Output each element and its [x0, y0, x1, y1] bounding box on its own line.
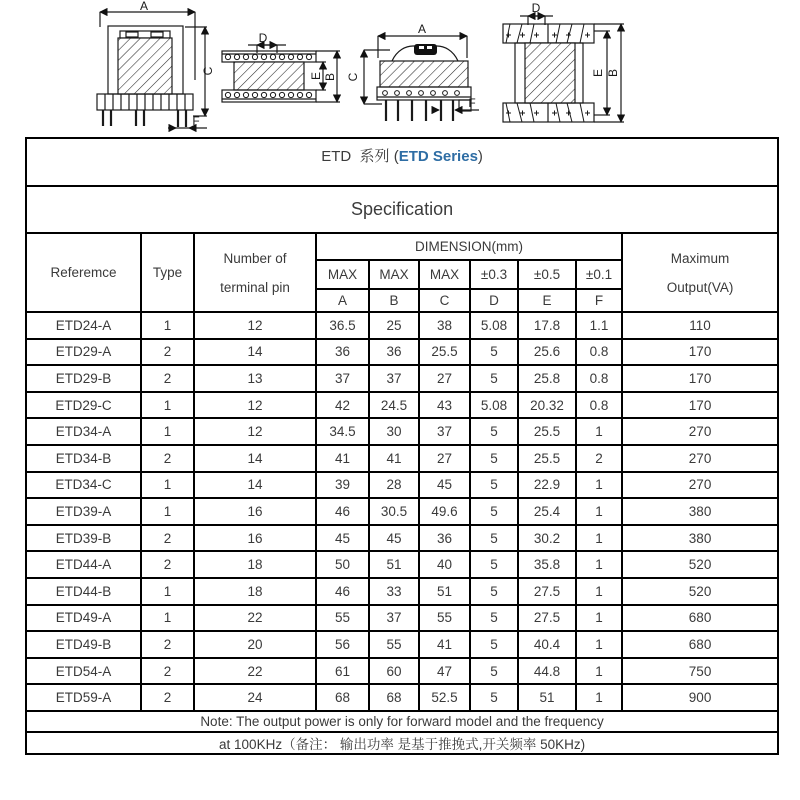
cell-dim-b: 25 [369, 312, 419, 339]
cell-output-va: 520 [622, 578, 778, 605]
cell-dim-e: 27.5 [518, 578, 576, 605]
cell-dim-e: 25.6 [518, 339, 576, 366]
cell-dim-d: 5 [470, 578, 518, 605]
technical-drawings-svg [0, 0, 800, 137]
cell-dim-f: 1 [576, 578, 622, 605]
cell-type: 1 [141, 498, 194, 525]
cell-type: 1 [141, 418, 194, 445]
letter-b: B [369, 289, 419, 312]
dim-label-a1: A [139, 0, 149, 13]
cell-dim-a: 68 [316, 684, 369, 711]
cell-type: 2 [141, 684, 194, 711]
cell-dim-a: 55 [316, 605, 369, 632]
cell-dim-a: 36.5 [316, 312, 369, 339]
etd-front-view-drawing [97, 0, 215, 128]
cell-dim-d: 5 [470, 365, 518, 392]
tol-e: ±0.5 [518, 260, 576, 289]
cell-dim-e: 20.32 [518, 392, 576, 419]
dim-label-a3: A [417, 22, 427, 36]
cell-dim-e: 25.5 [518, 445, 576, 472]
cell-output-va: 750 [622, 658, 778, 685]
cell-pins: 12 [194, 392, 316, 419]
cell-dim-c: 43 [419, 392, 470, 419]
cell-dim-a: 56 [316, 631, 369, 658]
cell-dim-e: 35.8 [518, 551, 576, 578]
bobbin-side-view-drawing [222, 31, 340, 102]
cell-reference: ETD44-A [26, 551, 141, 578]
title-suffix: ) [477, 148, 483, 165]
table-row [26, 578, 778, 605]
cell-pins: 16 [194, 498, 316, 525]
tol-f: ±0.1 [576, 260, 622, 289]
cell-dim-c: 25.5 [419, 339, 470, 366]
cell-dim-f: 1 [576, 631, 622, 658]
cell-pins: 18 [194, 578, 316, 605]
cell-dim-c: 45 [419, 472, 470, 499]
table-row [26, 339, 778, 366]
cell-type: 1 [141, 605, 194, 632]
cell-dim-b: 51 [369, 551, 419, 578]
cell-output-va: 270 [622, 472, 778, 499]
cell-dim-f: 2 [576, 445, 622, 472]
cell-dim-a: 45 [316, 525, 369, 552]
cell-dim-b: 41 [369, 445, 419, 472]
cell-dim-a: 37 [316, 365, 369, 392]
header-row-1 [26, 233, 778, 260]
cell-pins: 18 [194, 551, 316, 578]
cell-dim-e: 40.4 [518, 631, 576, 658]
col-header-pins-line2: terminal pin [220, 279, 290, 295]
cell-dim-d: 5.08 [470, 392, 518, 419]
cell-output-va: 170 [622, 392, 778, 419]
cell-dim-a: 50 [316, 551, 369, 578]
cell-dim-c: 40 [419, 551, 470, 578]
dim-label-c1: C [201, 66, 215, 76]
table-row [26, 551, 778, 578]
cell-reference: ETD49-B [26, 631, 141, 658]
cell-dim-c: 27 [419, 445, 470, 472]
cell-type: 2 [141, 631, 194, 658]
cell-dim-b: 60 [369, 658, 419, 685]
table-row [26, 605, 778, 632]
dim-label-f1: F [192, 114, 200, 128]
table-title [26, 138, 778, 186]
letter-a: A [316, 289, 369, 312]
cell-dim-b: 68 [369, 684, 419, 711]
tol-d: ±0.3 [470, 260, 518, 289]
cell-dim-d: 5 [470, 498, 518, 525]
cell-dim-c: 41 [419, 631, 470, 658]
cell-pins: 16 [194, 525, 316, 552]
dim-label-b2: B [323, 72, 337, 82]
cell-dim-d: 5 [470, 339, 518, 366]
cell-output-va: 900 [622, 684, 778, 711]
cell-dim-d: 5 [470, 658, 518, 685]
cell-reference: ETD39-B [26, 525, 141, 552]
cell-output-va: 270 [622, 445, 778, 472]
cell-dim-a: 36 [316, 339, 369, 366]
letter-c: C [419, 289, 470, 312]
cell-dim-f: 0.8 [576, 392, 622, 419]
cell-pins: 20 [194, 631, 316, 658]
cell-dim-d: 5 [470, 684, 518, 711]
title-prefix: ETD 系列 ( [321, 148, 399, 165]
cell-output-va: 110 [622, 312, 778, 339]
cell-dim-e: 25.4 [518, 498, 576, 525]
cell-dim-a: 42 [316, 392, 369, 419]
table-row [26, 498, 778, 525]
cell-pins: 22 [194, 605, 316, 632]
cell-dim-c: 55 [419, 605, 470, 632]
dim-label-e2: E [309, 71, 323, 81]
cell-dim-c: 52.5 [419, 684, 470, 711]
cell-output-va: 170 [622, 339, 778, 366]
cell-dim-d: 5 [470, 418, 518, 445]
note-line-2: at 100KHz（备注： 输出功率 是基于推挽式,开关频率 50KHz) [26, 732, 778, 754]
cell-pins: 24 [194, 684, 316, 711]
cell-dim-d: 5 [470, 631, 518, 658]
table-row [26, 658, 778, 685]
cell-type: 1 [141, 312, 194, 339]
cell-dim-f: 1 [576, 658, 622, 685]
cell-dim-b: 37 [369, 605, 419, 632]
letter-e: E [518, 289, 576, 312]
cell-reference: ETD49-A [26, 605, 141, 632]
cell-dim-f: 1 [576, 684, 622, 711]
dim-label-b4: B [606, 68, 620, 78]
cell-dim-e: 25.8 [518, 365, 576, 392]
section-title: Specification [26, 186, 778, 233]
cell-output-va: 680 [622, 605, 778, 632]
note-row-1 [26, 711, 778, 732]
cell-type: 1 [141, 392, 194, 419]
cell-reference: ETD24-A [26, 312, 141, 339]
dim-label-f3: F [468, 96, 476, 110]
cell-pins: 13 [194, 365, 316, 392]
dim-label-e4: E [591, 68, 605, 78]
cell-reference: ETD29-B [26, 365, 141, 392]
cell-dim-a: 46 [316, 498, 369, 525]
cell-dim-e: 17.8 [518, 312, 576, 339]
cell-dim-d: 5 [470, 605, 518, 632]
letter-f: F [576, 289, 622, 312]
cell-dim-d: 5.08 [470, 312, 518, 339]
dim-label-d2: D [258, 31, 268, 45]
col-header-reference: Referemce [26, 233, 141, 312]
cell-dim-e: 51 [518, 684, 576, 711]
cell-reference: ETD29-C [26, 392, 141, 419]
cell-type: 2 [141, 658, 194, 685]
cell-dim-a: 61 [316, 658, 369, 685]
cell-output-va: 380 [622, 525, 778, 552]
col-header-max-line2: Output(VA) [666, 279, 734, 295]
col-header-pins-line1: Number of [223, 250, 287, 266]
cell-dim-e: 25.5 [518, 418, 576, 445]
cell-dim-e: 27.5 [518, 605, 576, 632]
table-row [26, 418, 778, 445]
table-row [26, 365, 778, 392]
tol-c: MAX [419, 260, 470, 289]
etd-horizontal-view-drawing [346, 22, 479, 121]
cell-type: 2 [141, 365, 194, 392]
cell-pins: 12 [194, 312, 316, 339]
cell-pins: 14 [194, 472, 316, 499]
cell-dim-f: 1 [576, 472, 622, 499]
cell-pins: 22 [194, 658, 316, 685]
cell-reference: ETD34-C [26, 472, 141, 499]
cell-type: 1 [141, 578, 194, 605]
cell-dim-b: 24.5 [369, 392, 419, 419]
cell-dim-c: 36 [419, 525, 470, 552]
tol-b: MAX [369, 260, 419, 289]
cell-dim-c: 27 [419, 365, 470, 392]
cell-pins: 12 [194, 418, 316, 445]
cell-dim-a: 41 [316, 445, 369, 472]
cell-dim-e: 44.8 [518, 658, 576, 685]
cell-reference: ETD59-A [26, 684, 141, 711]
cell-dim-b: 37 [369, 365, 419, 392]
table-row [26, 472, 778, 499]
cell-type: 2 [141, 445, 194, 472]
dim-label-d4: D [531, 1, 541, 15]
cell-dim-b: 55 [369, 631, 419, 658]
col-header-max-line1: Maximum [670, 250, 730, 266]
cell-dim-f: 1.1 [576, 312, 622, 339]
specification-table [25, 137, 779, 755]
cell-dim-f: 1 [576, 605, 622, 632]
cell-dim-b: 30.5 [369, 498, 419, 525]
col-header-type: Type [141, 233, 194, 312]
technical-drawings [0, 0, 800, 137]
cell-reference: ETD44-B [26, 578, 141, 605]
col-header-dimension: DIMENSION(mm) [316, 233, 622, 260]
cell-dim-d: 5 [470, 551, 518, 578]
cell-pins: 14 [194, 339, 316, 366]
cell-dim-b: 36 [369, 339, 419, 366]
cell-dim-b: 28 [369, 472, 419, 499]
cell-dim-f: 1 [576, 525, 622, 552]
bobbin-front-view-drawing [503, 1, 624, 122]
table-row [26, 525, 778, 552]
table-row [26, 684, 778, 711]
note-line-1: Note: The output power is only for forward model and the frequency [26, 711, 778, 732]
cell-output-va: 170 [622, 365, 778, 392]
cell-dim-f: 1 [576, 418, 622, 445]
note-row-2 [26, 732, 778, 754]
cell-dim-a: 39 [316, 472, 369, 499]
cell-pins: 14 [194, 445, 316, 472]
title-highlight: ETD Series [398, 148, 478, 165]
cell-output-va: 380 [622, 498, 778, 525]
table-row [26, 631, 778, 658]
cell-output-va: 680 [622, 631, 778, 658]
cell-dim-e: 22.9 [518, 472, 576, 499]
dim-label-c3: C [346, 72, 360, 82]
cell-dim-f: 0.8 [576, 339, 622, 366]
cell-reference: ETD54-A [26, 658, 141, 685]
section-title-row [26, 186, 778, 233]
cell-dim-d: 5 [470, 525, 518, 552]
cell-type: 2 [141, 339, 194, 366]
cell-dim-c: 51 [419, 578, 470, 605]
cell-dim-c: 37 [419, 418, 470, 445]
cell-dim-d: 5 [470, 445, 518, 472]
cell-dim-f: 1 [576, 498, 622, 525]
cell-reference: ETD39-A [26, 498, 141, 525]
cell-reference: ETD34-A [26, 418, 141, 445]
cell-dim-a: 34.5 [316, 418, 369, 445]
table-row [26, 392, 778, 419]
table-row [26, 312, 778, 339]
cell-reference: ETD34-B [26, 445, 141, 472]
cell-type: 2 [141, 525, 194, 552]
col-header-terminal-pins [194, 233, 316, 312]
cell-dim-a: 46 [316, 578, 369, 605]
cell-dim-f: 1 [576, 551, 622, 578]
table-row [26, 445, 778, 472]
cell-dim-c: 47 [419, 658, 470, 685]
cell-output-va: 520 [622, 551, 778, 578]
letter-d: D [470, 289, 518, 312]
cell-output-va: 270 [622, 418, 778, 445]
cell-dim-d: 5 [470, 472, 518, 499]
cell-dim-f: 0.8 [576, 365, 622, 392]
cell-dim-c: 49.6 [419, 498, 470, 525]
col-header-max-output [622, 233, 778, 312]
cell-reference: ETD29-A [26, 339, 141, 366]
cell-dim-c: 38 [419, 312, 470, 339]
table-title-row [26, 138, 778, 186]
cell-dim-b: 33 [369, 578, 419, 605]
cell-type: 2 [141, 551, 194, 578]
cell-type: 1 [141, 472, 194, 499]
cell-dim-b: 30 [369, 418, 419, 445]
cell-dim-e: 30.2 [518, 525, 576, 552]
tol-a: MAX [316, 260, 369, 289]
cell-dim-b: 45 [369, 525, 419, 552]
